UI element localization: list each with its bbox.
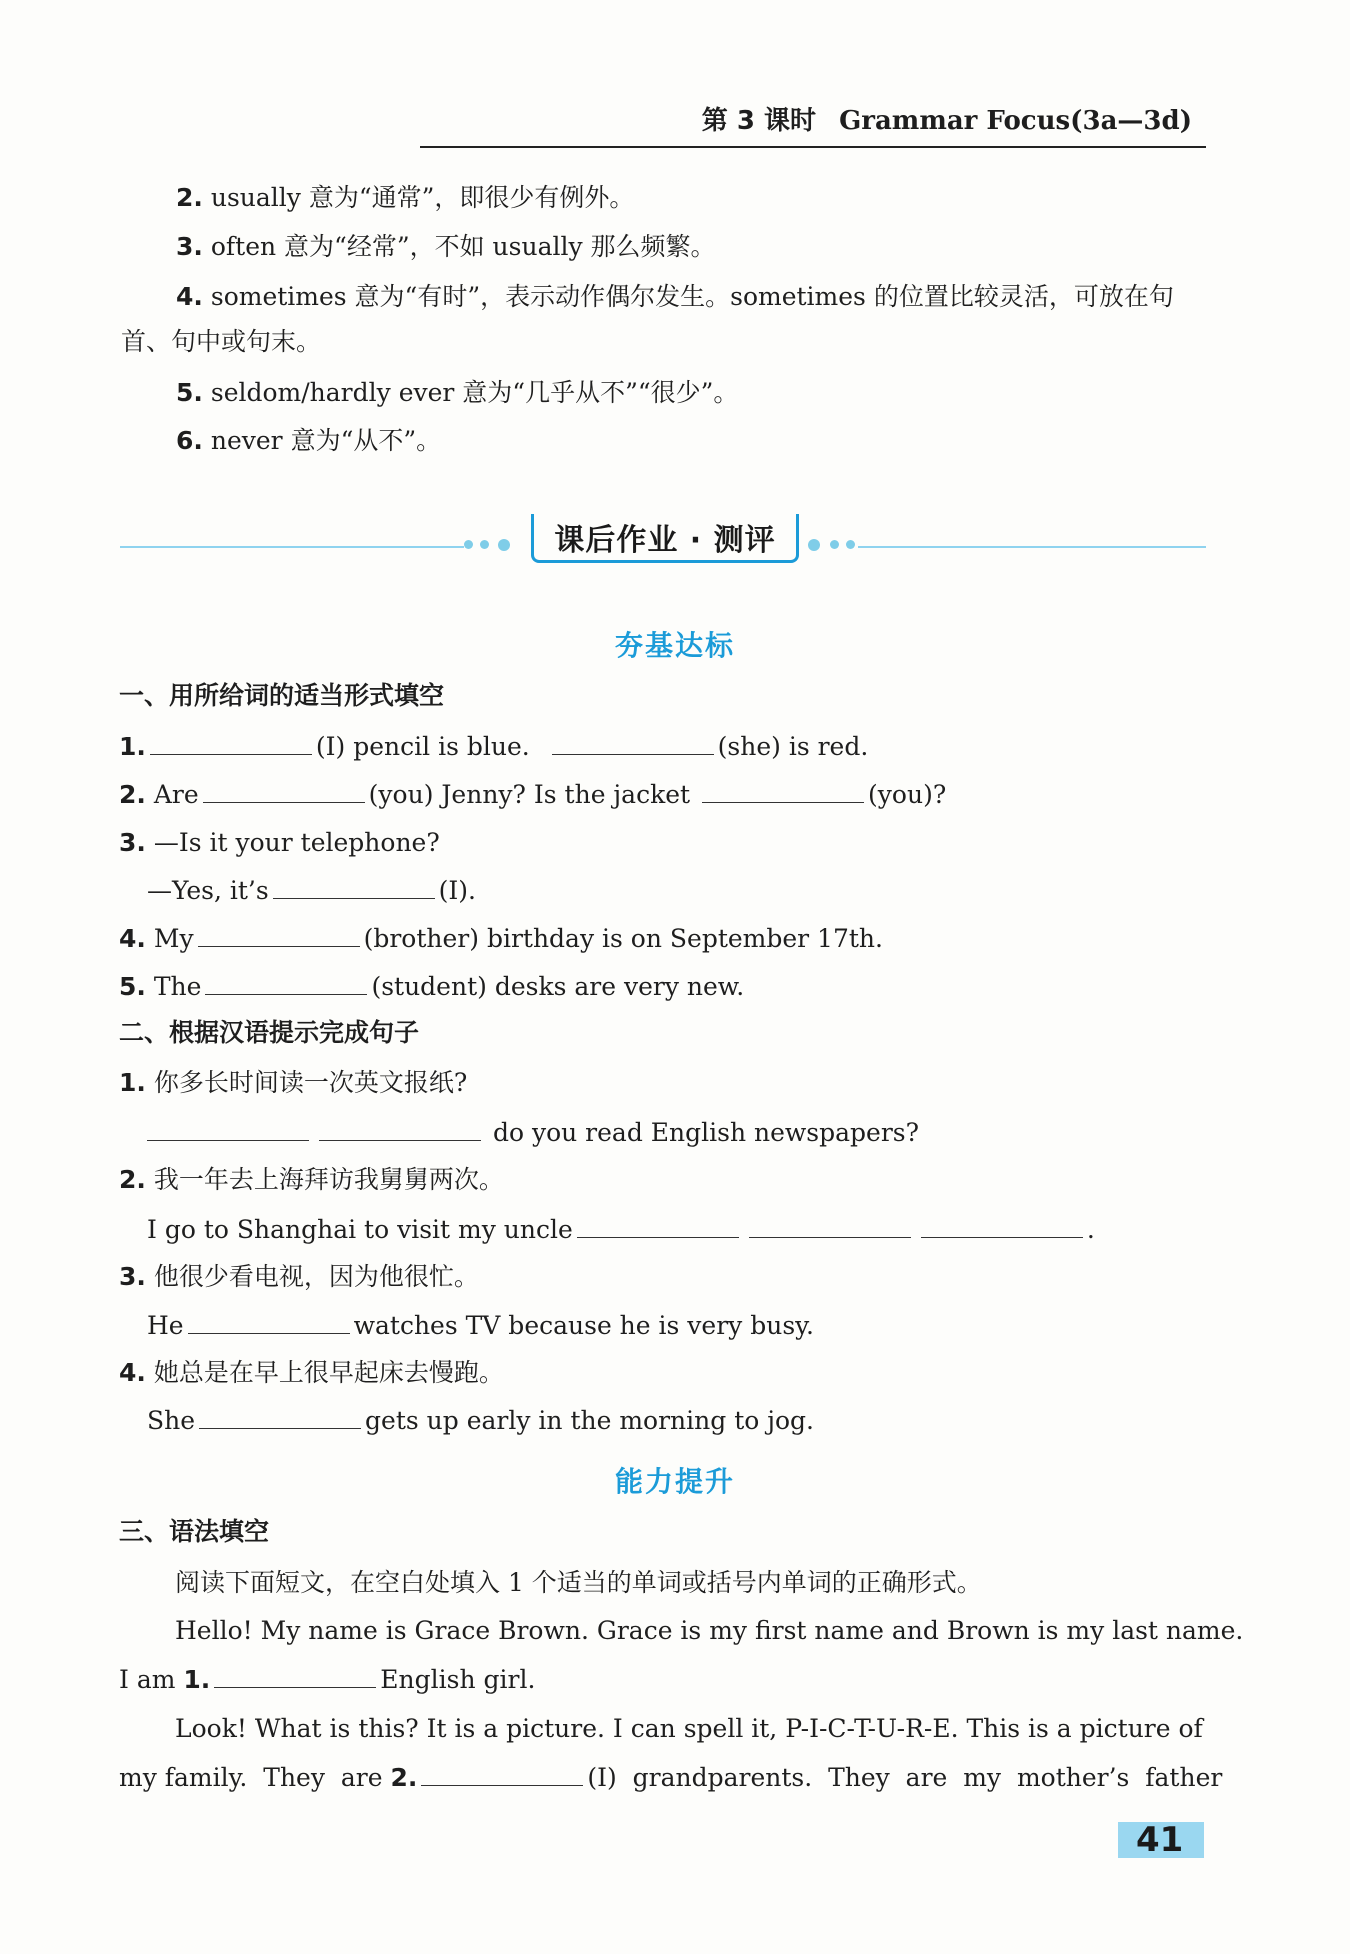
question-number: 3. <box>119 828 146 857</box>
question-text: 她总是在早上很早起床去慢跑。 <box>153 1358 504 1387</box>
section-3-instruction: 阅读下面短文，在空白处填入 1 个适当的单词或括号内单词的正确形式。 <box>175 1568 982 1597</box>
answer-blank[interactable] <box>203 780 365 803</box>
header-topic: Grammar Focus(3a—3d) <box>839 106 1192 136</box>
question-number: 1. <box>119 732 146 761</box>
question-text: The <box>153 972 202 1001</box>
answer-blank[interactable] <box>199 1406 361 1429</box>
page-number-tab <box>1118 1822 1204 1858</box>
question-text: . <box>1086 1215 1095 1244</box>
note-text: sometimes 意为“有时”，表示动作偶尔发生。sometimes 的位置比较灵活，可放在句 <box>210 282 1174 311</box>
section-2-title: 二、根据汉语提示完成句子 <box>119 1018 420 1047</box>
note-text: often 意为“经常”，不如 usually 那么频繁。 <box>210 232 716 261</box>
question-text: 你多长时间读一次英文报纸? <box>153 1068 468 1097</box>
exercise-1-5 <box>119 971 744 1003</box>
exercise-2-1-answer <box>143 1117 919 1149</box>
blank-number: 1. <box>183 1665 211 1694</box>
passage-line-4 <box>119 1762 1222 1794</box>
answer-blank[interactable] <box>150 732 312 755</box>
page-number: 41 <box>1136 1820 1184 1860</box>
answer-blank[interactable] <box>188 1311 350 1334</box>
exercise-2-3-prompt <box>119 1261 479 1293</box>
subsection-title-advanced: 能力提升 <box>614 1465 735 1498</box>
note-text: usually 意为“通常”，即很少有例外。 <box>210 183 635 212</box>
note-6 <box>176 425 441 457</box>
exercise-1-3-answer <box>147 875 476 907</box>
note-3 <box>176 231 716 263</box>
note-number: 4. <box>176 282 203 311</box>
section-3-title: 三、语法填空 <box>119 1517 270 1546</box>
question-text: He <box>147 1311 184 1340</box>
passage-text: (I) grandparents. They are my mother’s father <box>587 1763 1223 1792</box>
question-text: (student) desks are very new. <box>371 972 745 1001</box>
answer-blank[interactable] <box>273 876 435 899</box>
answer-blank[interactable] <box>198 924 360 947</box>
question-text: 他很少看电视，因为他很忙。 <box>153 1262 479 1291</box>
answer-blank[interactable] <box>577 1215 739 1238</box>
question-text: She <box>147 1406 196 1435</box>
question-text: gets up early in the morning to jog. <box>365 1406 815 1435</box>
question-number: 3. <box>119 1262 146 1291</box>
note-number: 5. <box>176 378 203 407</box>
answer-blank[interactable] <box>319 1118 481 1141</box>
question-text: Are <box>153 780 199 809</box>
exercise-2-4-answer <box>147 1405 814 1437</box>
exercise-1-3 <box>119 827 440 859</box>
exercise-2-4-prompt <box>119 1357 504 1389</box>
question-text: (I). <box>438 876 477 905</box>
passage-line-2 <box>119 1664 535 1696</box>
note-4 <box>176 281 1174 313</box>
question-text: do you read English newspapers? <box>492 1118 920 1147</box>
question-text: (you) Jenny? Is the jacket <box>368 780 691 809</box>
blank-number: 2. <box>390 1763 418 1792</box>
question-text: —Yes, it’s <box>147 876 269 905</box>
passage-line-1: Hello! My name is Grace Brown. Grace is my first name and Brown is my last name. <box>175 1616 1244 1645</box>
answer-blank[interactable] <box>421 1763 583 1786</box>
note-number: 6. <box>176 426 203 455</box>
banner-rule-left <box>120 546 464 548</box>
question-number: 1. <box>119 1068 146 1097</box>
question-text: 我一年去上海拜访我舅舅两次。 <box>153 1165 504 1194</box>
question-text: —Is it your telephone? <box>153 828 440 857</box>
banner-rule-right <box>858 546 1206 548</box>
passage-line-3: Look! What is this? It is a picture. I can spell it, P-I-C-T-U-R-E. This is a picture of <box>175 1714 1203 1743</box>
answer-blank[interactable] <box>205 972 367 995</box>
question-number: 5. <box>119 972 146 1001</box>
question-text: watches TV because he is very busy. <box>353 1311 814 1340</box>
note-number: 2. <box>176 183 203 212</box>
answer-blank[interactable] <box>702 780 864 803</box>
running-header <box>420 92 1206 148</box>
exercise-2-1-prompt <box>119 1067 467 1099</box>
question-number: 2. <box>119 780 146 809</box>
banner-title: 课后作业 · 测评 <box>554 523 776 558</box>
answer-blank[interactable] <box>214 1665 376 1688</box>
question-text: (brother) birthday is on September 17th. <box>363 924 883 953</box>
subsection-title-basic: 夯基达标 <box>614 629 735 662</box>
question-text: (I) pencil is blue. <box>315 732 530 761</box>
question-text: (you)? <box>868 780 947 809</box>
note-4-continued: 首、句中或句末。 <box>121 327 322 356</box>
question-text: My <box>153 924 194 953</box>
passage-text: my family. They are <box>119 1763 383 1792</box>
question-number: 2. <box>119 1165 146 1194</box>
question-text: I go to Shanghai to visit my uncle <box>147 1215 573 1244</box>
exercise-2-3-answer <box>147 1310 814 1342</box>
answer-blank[interactable] <box>552 732 714 755</box>
exercise-1-4 <box>119 923 883 955</box>
note-number: 3. <box>176 232 203 261</box>
answer-blank[interactable] <box>749 1215 911 1238</box>
exercise-2-2-answer <box>147 1214 1095 1246</box>
note-2 <box>176 182 634 214</box>
exercise-2-2-prompt <box>119 1164 504 1196</box>
question-number: 4. <box>119 1358 146 1387</box>
question-text: (she) is red. <box>717 732 869 761</box>
answer-blank[interactable] <box>147 1118 309 1141</box>
exercise-1-2 <box>119 779 946 811</box>
header-lesson: 第 3 课时 <box>701 106 816 136</box>
header-text <box>702 100 1192 137</box>
passage-text: English girl. <box>380 1665 536 1694</box>
answer-blank[interactable] <box>921 1215 1083 1238</box>
question-number: 4. <box>119 924 146 953</box>
section-1-title: 一、用所给词的适当形式填空 <box>119 681 445 710</box>
note-5 <box>176 377 738 409</box>
note-text: never 意为“从不”。 <box>210 426 442 455</box>
exercise-1-1 <box>119 731 868 763</box>
passage-text: I am <box>119 1665 176 1694</box>
note-text: seldom/hardly ever 意为“几乎从不”“很少”。 <box>210 378 739 407</box>
